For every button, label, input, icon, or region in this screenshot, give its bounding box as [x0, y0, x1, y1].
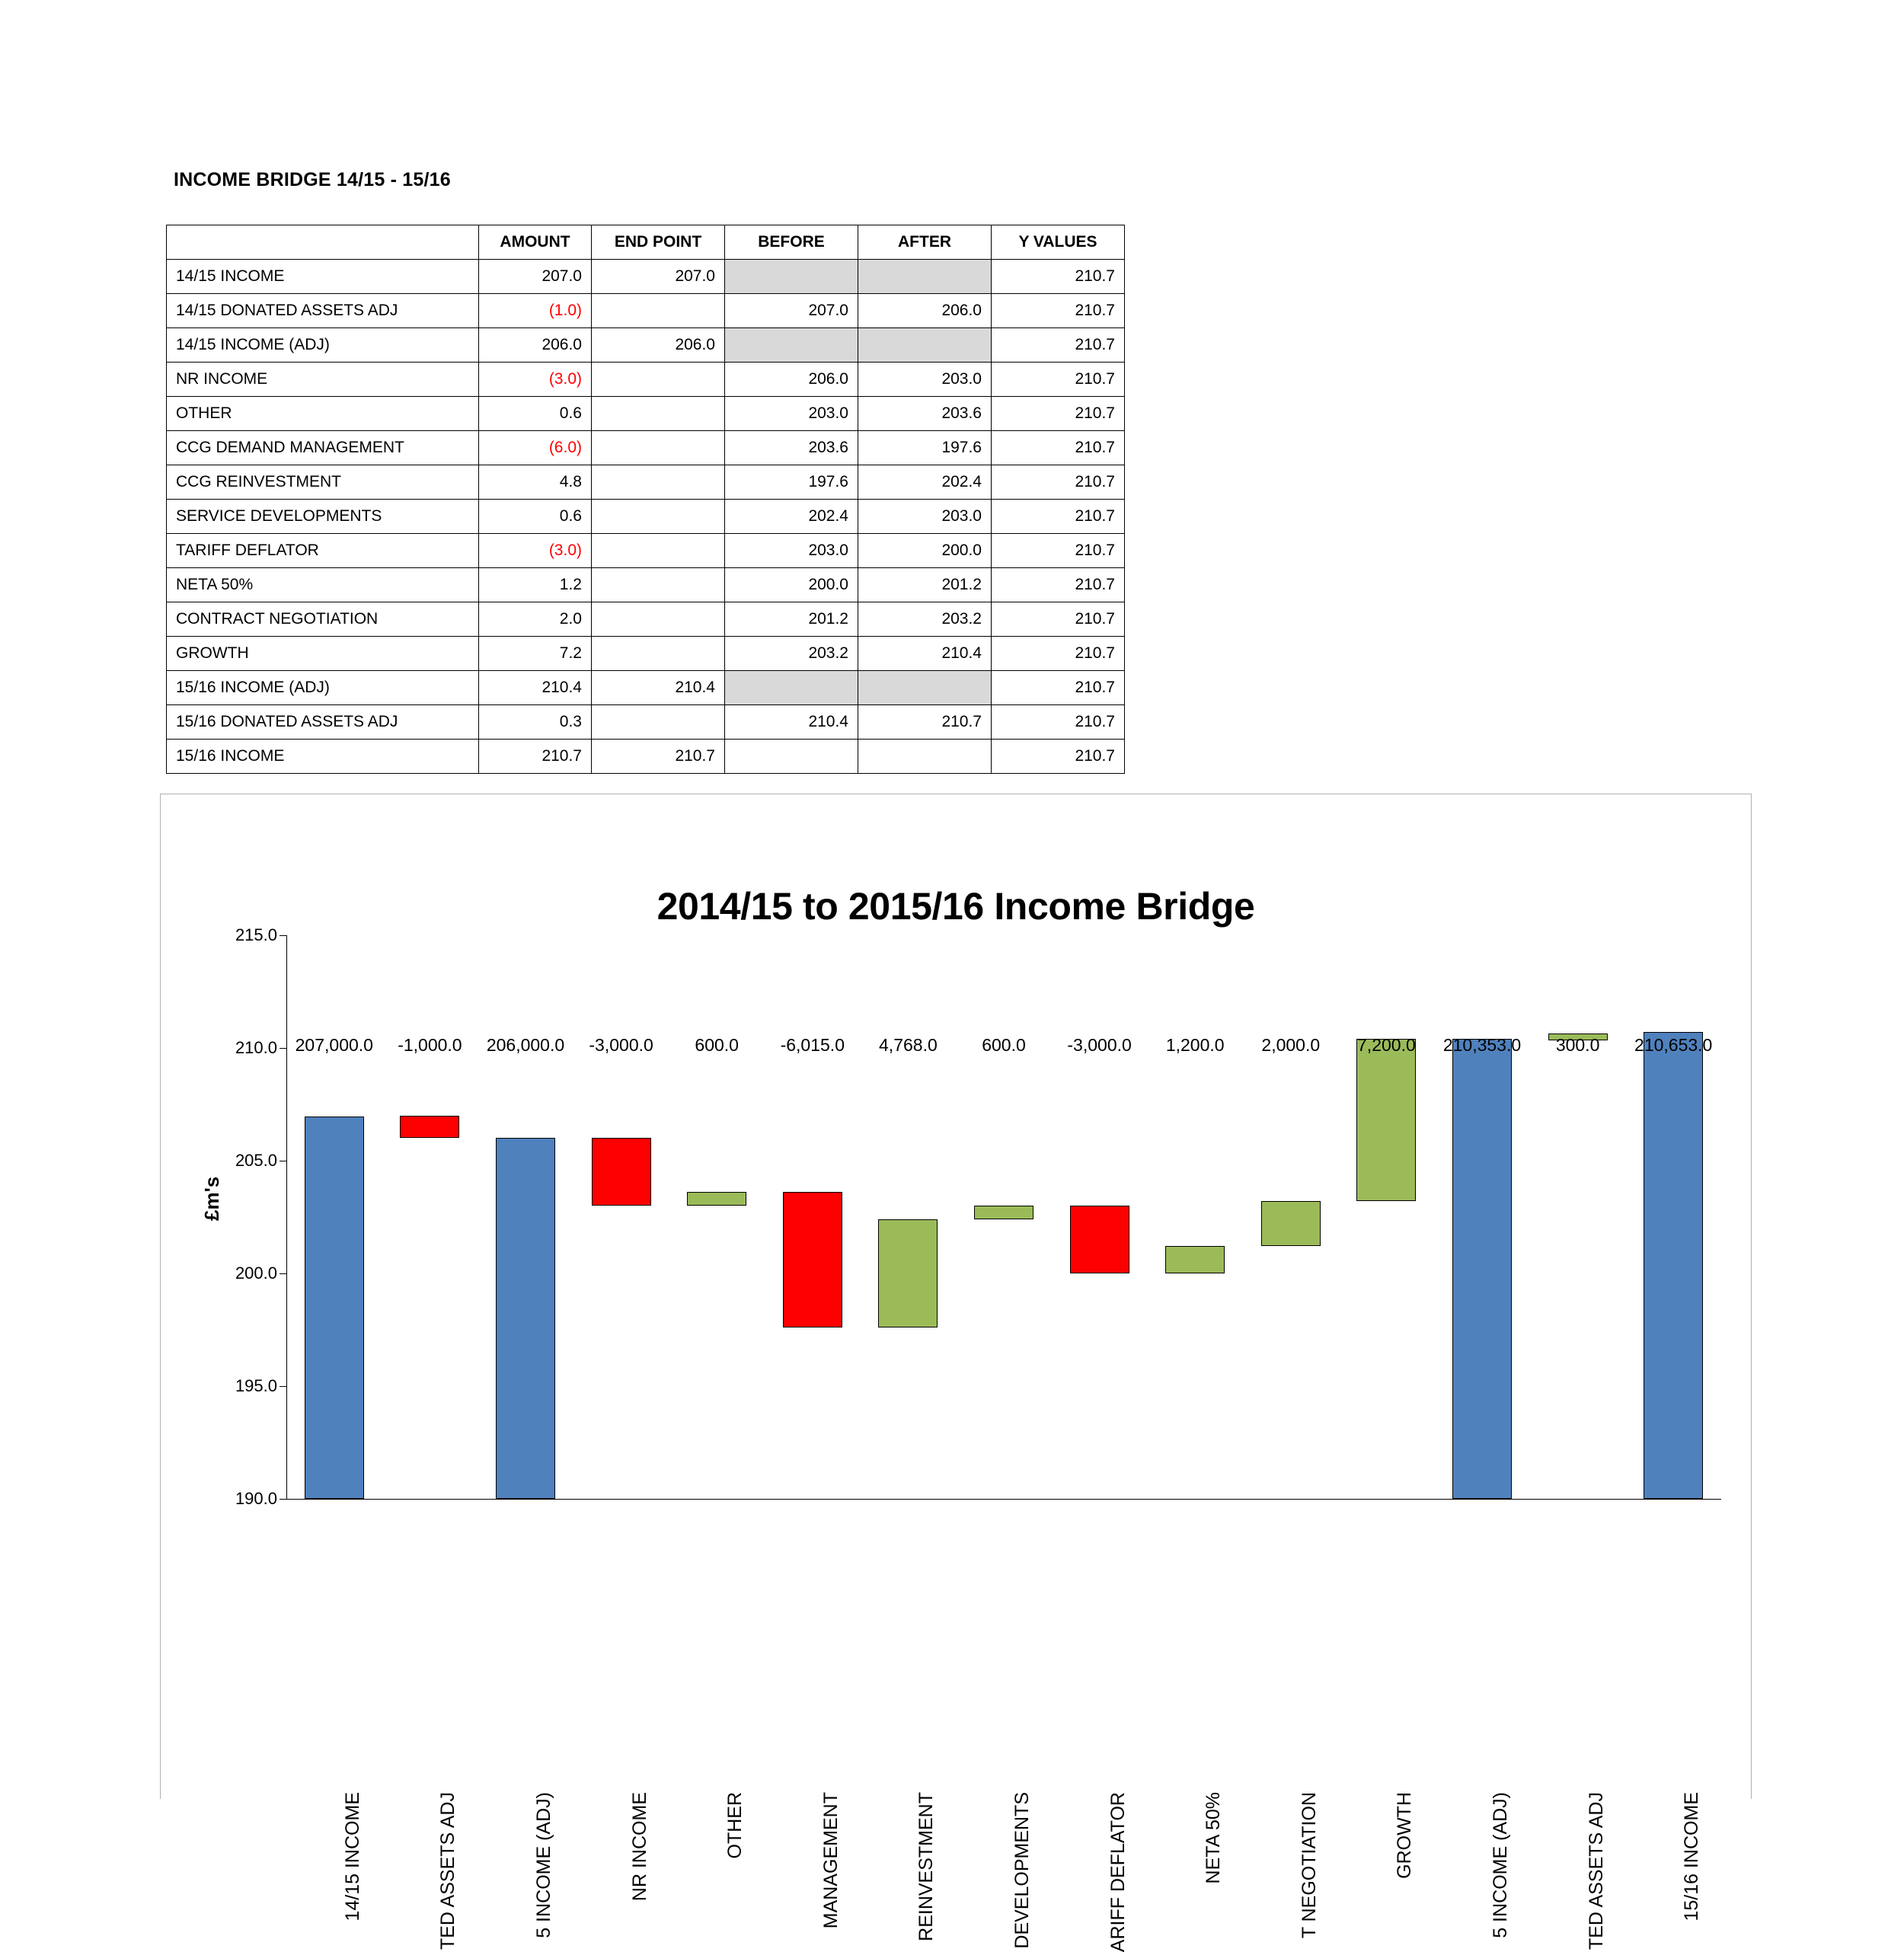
cell-end-point	[592, 705, 725, 740]
cell-end-point	[592, 431, 725, 465]
bar-data-label: 1,200.0	[1165, 1035, 1225, 1055]
bar-data-label: -3,000.0	[589, 1035, 653, 1055]
cell-after: 203.2	[858, 602, 992, 637]
cell-amount: 210.4	[479, 671, 592, 705]
cell-amount: (3.0)	[479, 534, 592, 568]
bar-data-label: 600.0	[982, 1035, 1026, 1055]
table-row	[167, 294, 1125, 328]
x-axis-tick-label: ARIFF DEFLATOR	[1107, 1792, 1129, 1952]
x-axis-tick-label: 15/16 INCOME	[1681, 1792, 1703, 1922]
table-row	[167, 637, 1125, 671]
table-row	[167, 260, 1125, 294]
table-row	[167, 602, 1125, 637]
y-axis-label: £m's	[200, 1176, 223, 1221]
cell-y-values: 210.7	[992, 397, 1125, 431]
cell-label: 15/16 INCOME	[167, 740, 479, 774]
y-axis-tick-label: 190.0	[235, 1489, 277, 1508]
cell-label: CCG REINVESTMENT	[167, 465, 479, 500]
cell-label: CCG DEMAND MANAGEMENT	[167, 431, 479, 465]
cell-after: 202.4	[858, 465, 992, 500]
cell-after	[858, 671, 992, 705]
chart-bar	[1261, 1201, 1321, 1246]
cell-amount: 210.7	[479, 740, 592, 774]
chart-bar	[1356, 1039, 1416, 1201]
cell-after	[858, 328, 992, 363]
cell-before	[725, 671, 858, 705]
cell-after: 203.6	[858, 397, 992, 431]
cell-end-point	[592, 500, 725, 534]
cell-y-values: 210.7	[992, 500, 1125, 534]
cell-before: 201.2	[725, 602, 858, 637]
x-axis-tick-label: NETA 50%	[1203, 1792, 1225, 1884]
table-header-y-values: Y VALUES	[992, 225, 1125, 260]
cell-amount: (3.0)	[479, 363, 592, 397]
cell-label: NR INCOME	[167, 363, 479, 397]
cell-before: 207.0	[725, 294, 858, 328]
bar-data-label: 207,000.0	[295, 1035, 373, 1055]
cell-y-values: 210.7	[992, 431, 1125, 465]
cell-end-point	[592, 534, 725, 568]
cell-before	[725, 740, 858, 774]
chart-bar	[687, 1192, 746, 1206]
cell-before: 202.4	[725, 500, 858, 534]
table-header-blank	[167, 225, 479, 260]
cell-label: GROWTH	[167, 637, 479, 671]
cell-y-values: 210.7	[992, 740, 1125, 774]
bar-data-label: 4,768.0	[879, 1035, 938, 1055]
bar-data-label: 206,000.0	[486, 1035, 565, 1055]
cell-end-point	[592, 294, 725, 328]
table-row	[167, 568, 1125, 602]
y-axis-tick-mark	[280, 935, 286, 936]
y-axis-tick-mark	[280, 1273, 286, 1274]
table-row	[167, 740, 1125, 774]
cell-y-values: 210.7	[992, 637, 1125, 671]
cell-amount: 0.3	[479, 705, 592, 740]
cell-amount: 4.8	[479, 465, 592, 500]
chart-bar	[878, 1219, 938, 1327]
cell-amount: 2.0	[479, 602, 592, 637]
y-axis-tick-mark	[280, 1048, 286, 1049]
cell-after: 210.7	[858, 705, 992, 740]
table-header-amount: AMOUNT	[479, 225, 592, 260]
chart-bar	[1070, 1206, 1129, 1273]
chart-bar	[305, 1117, 364, 1499]
table-header-before: BEFORE	[725, 225, 858, 260]
x-axis-tick-label: 5 INCOME (ADJ)	[533, 1792, 554, 1938]
cell-after: 210.4	[858, 637, 992, 671]
table-row	[167, 397, 1125, 431]
cell-after: 200.0	[858, 534, 992, 568]
cell-after	[858, 740, 992, 774]
cell-label: NETA 50%	[167, 568, 479, 602]
cell-y-values: 210.7	[992, 465, 1125, 500]
table-row	[167, 705, 1125, 740]
chart-bar	[974, 1206, 1033, 1219]
cell-y-values: 210.7	[992, 602, 1125, 637]
cell-after: 203.0	[858, 363, 992, 397]
x-axis-tick-label: 14/15 INCOME	[341, 1792, 363, 1922]
bar-data-label: -1,000.0	[398, 1035, 462, 1055]
cell-before: 206.0	[725, 363, 858, 397]
table-row	[167, 431, 1125, 465]
cell-amount: 1.2	[479, 568, 592, 602]
chart-container	[160, 794, 1752, 1952]
table-row	[167, 363, 1125, 397]
cell-amount: 0.6	[479, 397, 592, 431]
chart-bar	[1644, 1032, 1703, 1499]
cell-before: 203.0	[725, 397, 858, 431]
cell-y-values: 210.7	[992, 705, 1125, 740]
y-axis-tick-label: 210.0	[235, 1038, 277, 1057]
page-title: INCOME BRIDGE 14/15 - 15/16	[174, 169, 451, 190]
cell-end-point: 207.0	[592, 260, 725, 294]
cell-amount: 207.0	[479, 260, 592, 294]
cell-after	[858, 260, 992, 294]
cell-end-point: 210.4	[592, 671, 725, 705]
cell-end-point: 210.7	[592, 740, 725, 774]
bar-data-label: 210,353.0	[1442, 1035, 1522, 1055]
cell-label: 15/16 DONATED ASSETS ADJ	[167, 705, 479, 740]
cell-before	[725, 328, 858, 363]
table-header-row	[167, 225, 1125, 260]
bar-data-label: -3,000.0	[1067, 1035, 1132, 1055]
x-axis-tick-label: OTHER	[724, 1792, 746, 1859]
bar-data-label: 210,653.0	[1634, 1035, 1713, 1055]
x-axis-tick-label: TED ASSETS ADJ	[1585, 1792, 1607, 1950]
cell-amount: (1.0)	[479, 294, 592, 328]
x-axis-tick-label: REINVESTMENT	[915, 1792, 938, 1941]
cell-amount: 206.0	[479, 328, 592, 363]
cell-after: 206.0	[858, 294, 992, 328]
cell-label: 14/15 INCOME (ADJ)	[167, 328, 479, 363]
cell-end-point	[592, 465, 725, 500]
table-row	[167, 534, 1125, 568]
cell-before: 200.0	[725, 568, 858, 602]
cell-y-values: 210.7	[992, 294, 1125, 328]
cell-after: 203.0	[858, 500, 992, 534]
bar-data-label: 7,200.0	[1357, 1035, 1416, 1055]
x-axis-tick-label: T NEGOTIATION	[1298, 1792, 1320, 1939]
x-axis-tick-label: MANAGEMENT	[819, 1792, 842, 1929]
table-row	[167, 328, 1125, 363]
cell-before: 203.2	[725, 637, 858, 671]
cell-y-values: 210.7	[992, 328, 1125, 363]
cell-y-values: 210.7	[992, 363, 1125, 397]
cell-label: 15/16 INCOME (ADJ)	[167, 671, 479, 705]
cell-before: 203.0	[725, 534, 858, 568]
x-axis-tick-label: DEVELOPMENTS	[1011, 1792, 1033, 1949]
cell-end-point	[592, 568, 725, 602]
bar-data-label: 600.0	[695, 1035, 739, 1055]
bar-data-label: 300.0	[1555, 1035, 1600, 1055]
cell-label: SERVICE DEVELOPMENTS	[167, 500, 479, 534]
cell-label: CONTRACT NEGOTIATION	[167, 602, 479, 637]
cell-label: TARIFF DEFLATOR	[167, 534, 479, 568]
cell-y-values: 210.7	[992, 534, 1125, 568]
cell-after: 201.2	[858, 568, 992, 602]
x-axis-tick-labels	[286, 1503, 1721, 1952]
x-axis-line	[286, 1499, 1721, 1500]
x-axis-tick-label: TED ASSETS ADJ	[437, 1792, 459, 1950]
cell-end-point	[592, 637, 725, 671]
table-header-end-point: END POINT	[592, 225, 725, 260]
x-axis-tick-label: 5 INCOME (ADJ)	[1490, 1792, 1511, 1938]
table-row	[167, 671, 1125, 705]
y-axis-tick-label: 200.0	[235, 1264, 277, 1283]
x-axis-tick-label: NR INCOME	[628, 1792, 650, 1902]
bar-data-label: 2,000.0	[1261, 1035, 1321, 1055]
cell-label: OTHER	[167, 397, 479, 431]
cell-label: 14/15 INCOME	[167, 260, 479, 294]
bar-data-label: -6,015.0	[780, 1035, 845, 1055]
y-axis-tick-label: 215.0	[235, 925, 277, 944]
cell-end-point	[592, 602, 725, 637]
table-header-after: AFTER	[858, 225, 992, 260]
cell-y-values: 210.7	[992, 260, 1125, 294]
plot-area	[235, 925, 1721, 1508]
cell-before	[725, 260, 858, 294]
cell-end-point	[592, 397, 725, 431]
y-axis-tick-label: 195.0	[235, 1376, 277, 1395]
cell-label: 14/15 DONATED ASSETS ADJ	[167, 294, 479, 328]
cell-y-values: 210.7	[992, 568, 1125, 602]
y-axis-tick-mark	[280, 1499, 286, 1500]
cell-end-point: 206.0	[592, 328, 725, 363]
table-row	[167, 500, 1125, 534]
table-row	[167, 465, 1125, 500]
chart-bar	[783, 1192, 842, 1327]
cell-amount: 0.6	[479, 500, 592, 534]
cell-y-values: 210.7	[992, 671, 1125, 705]
y-axis-tick-mark	[280, 1386, 286, 1387]
x-axis-tick-label: GROWTH	[1394, 1792, 1416, 1879]
chart-bar	[1452, 1039, 1512, 1499]
chart-bar	[592, 1138, 651, 1206]
cell-before: 203.6	[725, 431, 858, 465]
cell-after: 197.6	[858, 431, 992, 465]
chart-bar	[1165, 1246, 1225, 1273]
cell-end-point	[592, 363, 725, 397]
chart-title: 2014/15 to 2015/16 Income Bridge	[656, 885, 1255, 928]
cell-amount: (6.0)	[479, 431, 592, 465]
chart-bar	[496, 1138, 555, 1499]
y-axis-tick-label: 205.0	[235, 1151, 277, 1170]
income-bridge-table	[166, 225, 1125, 774]
chart-bar	[400, 1116, 459, 1139]
cell-before: 210.4	[725, 705, 858, 740]
cell-amount: 7.2	[479, 637, 592, 671]
table-body	[167, 260, 1125, 774]
cell-before: 197.6	[725, 465, 858, 500]
